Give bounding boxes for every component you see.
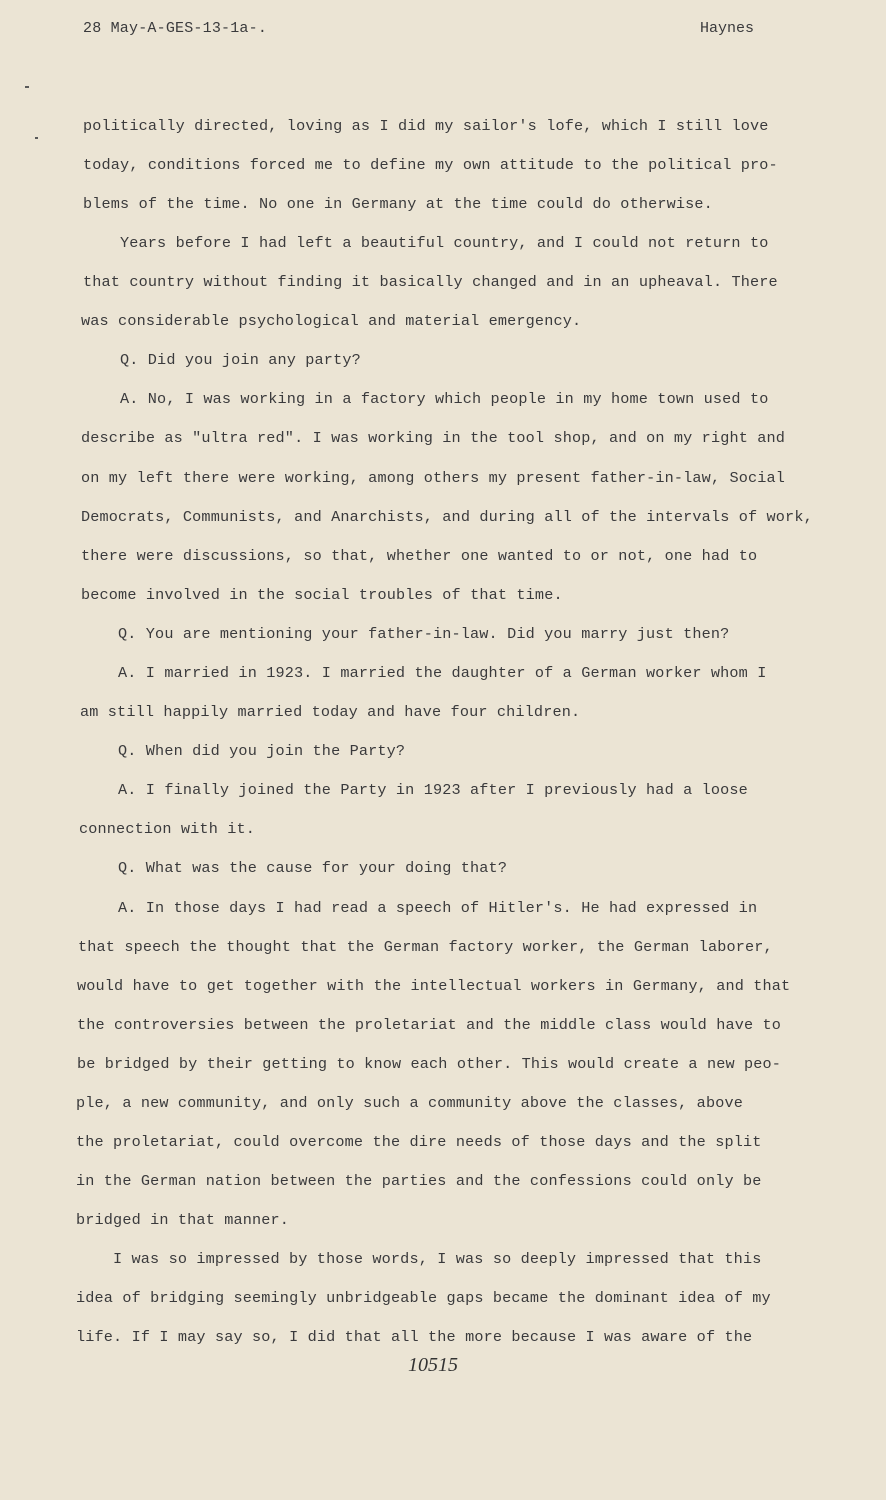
page-number: 10515 [408, 1354, 458, 1376]
text-line: A. I finally joined the Party in 1923 after I previously had a loose [118, 781, 748, 799]
text-line: become involved in the social troubles of that time. [81, 586, 563, 604]
text-line: am still happily married today and have four children. [80, 703, 581, 721]
text-line: Democrats, Communists, and Anarchists, and during all of the intervals of work, [81, 508, 813, 526]
text-line: politically directed, loving as I did my sailor's lofe, which I still love [83, 117, 769, 135]
margin-mark [35, 137, 38, 139]
header-reference: 28 May-A-GES-13-1a-. [83, 20, 268, 37]
text-line: A. In those days I had read a speech of Hitler's. He had expressed in [118, 899, 758, 917]
text-line: bridged in that manner. [76, 1211, 290, 1229]
text-line: A. No, I was working in a factory which people in my home town used to [120, 390, 769, 408]
text-line: Q. What was the cause for your doing that? [118, 859, 508, 877]
text-line: Q. When did you join the Party? [118, 742, 406, 760]
text-line: the proletariat, could overcome the dire needs of those days and the split [76, 1133, 762, 1151]
text-line: was considerable psychological and material emergency. [81, 312, 582, 330]
header-speaker: Haynes [700, 20, 755, 37]
text-line: would have to get together with the intellectual workers in Germany, and that [77, 977, 791, 995]
text-line: ple, a new community, and only such a community above the classes, above [76, 1094, 744, 1112]
text-line: describe as "ultra red". I was working in the tool shop, and on my right and [81, 429, 786, 447]
text-line: connection with it. [79, 820, 256, 838]
text-line: that speech the thought that the German factory worker, the German laborer, [78, 938, 773, 956]
text-line: the controversies between the proletariat and the middle class would have to [77, 1016, 782, 1034]
text-line: blems of the time. No one in Germany at the time could do otherwise. [83, 195, 713, 213]
text-line: there were discussions, so that, whether one wanted to or not, one had to [81, 547, 758, 565]
text-line: Years before I had left a beautiful country, and I could not return to [120, 234, 769, 252]
text-line: be bridged by their getting to know each other. This would create a new peo- [77, 1055, 782, 1073]
text-line: life. If I may say so, I did that all the more because I was aware of the [76, 1328, 753, 1346]
text-line: in the German nation between the parties and the confessions could only be [76, 1172, 762, 1190]
text-line: on my left there were working, among others my present father-in-law, Social [81, 469, 786, 487]
text-line: Q. Did you join any party? [120, 351, 361, 369]
text-line: idea of bridging seemingly unbridgeable gaps became the dominant idea of my [76, 1289, 771, 1307]
text-line: I was so impressed by those words, I was so deeply impressed that this [113, 1250, 762, 1268]
text-line: that country without finding it basically changed and in an upheaval. There [83, 273, 778, 291]
text-line: today, conditions forced me to define my own attitude to the political pro- [83, 156, 778, 174]
margin-mark [25, 86, 29, 88]
text-line: Q. You are mentioning your father-in-law. Did you marry just then? [118, 625, 730, 643]
text-line: A. I married in 1923. I married the daughter of a German worker whom I [118, 664, 767, 682]
